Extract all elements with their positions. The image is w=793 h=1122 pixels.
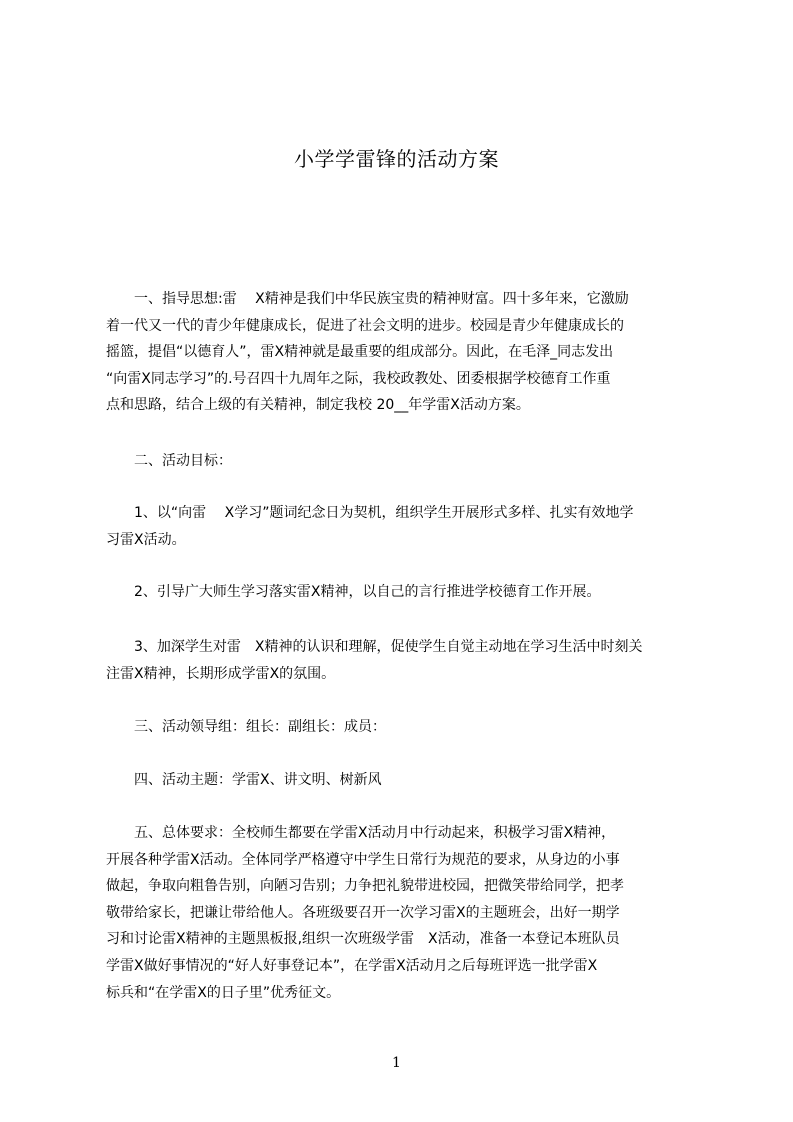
text-line: “向雷X同志学习”的.号召四十九周年之际，我校政教处、团委根据学校德育工作重	[106, 370, 611, 387]
text-line: 着一代又一代的青少年健康成长，促进了社会文明的进步。校园是青少年健康成长的	[106, 317, 624, 334]
heading-activity-goals	[106, 448, 706, 475]
paragraph-goal-3	[106, 634, 706, 687]
document-title: 小学学雷锋的活动方案	[294, 147, 499, 171]
paragraph-general-requirements	[106, 820, 706, 1006]
text-line: 标兵和“在学雷X的日子里”优秀征文。	[106, 984, 341, 1001]
paragraph-guiding-thought	[106, 286, 706, 419]
text-line: 五、总体要求：全校师生都要在学雷X活动月中行动起来，积极学习雷X精神，	[106, 825, 616, 841]
text-line: 开展各种学雷X活动。全体同学严格遵守中学生日常行为规范的要求，从身边的小事	[106, 851, 620, 868]
text-line: 注雷X精神，长期形成学雷X的氛围。	[106, 665, 336, 682]
text-line: 2、引导广大师生学习落实雷X精神，以自己的言行推进学校德育工作开展。	[106, 584, 601, 600]
paragraph-goal-2	[106, 579, 706, 606]
heading-leadership-group	[106, 714, 706, 741]
text-line: 习和讨论雷X精神的主题黑板报,组织一次班级学雷 X活动，准备一本登记本班队员	[106, 931, 620, 948]
text-line: 三、活动领导组：组长：副组长：成员：	[106, 719, 386, 735]
text-line: 点和思路，结合上级的有关精神，制定我校 20__年学雷X活动方案。	[106, 397, 530, 414]
text-line: 1、以“向雷 X学习”题词纪念日为契机，组织学生开展形式多样、扎实有效地学	[106, 505, 634, 521]
text-line: 敬带给家长，把谦让带给他人。各班级要召开一次学习雷X的主题班会，出好一期学	[106, 904, 620, 921]
text-line: 二、活动目标：	[106, 453, 232, 469]
text-line: 学雷X做好事情况的“好人好事登记本”，在学雷X活动月之后每班评选一批学雷X	[106, 957, 598, 974]
paragraph-goal-1	[106, 500, 706, 553]
page-number: 1	[392, 1055, 401, 1071]
text-line: 一、指导思想:雷 X精神是我们中华民族宝贵的精神财富。四十多年来，它激励	[106, 291, 629, 307]
text-line: 做起，争取向粗鲁告别，向陋习告别；力争把礼貌带进校园，把微笑带给同学，把孝	[106, 878, 624, 895]
text-line: 3、加深学生对雷 X精神的认识和理解，促使学生自觉主动地在学习生活中时刻关	[106, 639, 643, 655]
text-line: 摇篮，提倡“以德育人”，雷X精神就是最重要的组成部分。因此，在毛泽_同志发出	[106, 344, 614, 361]
heading-activity-theme	[106, 767, 706, 794]
text-line: 四、活动主题：学雷X、讲文明、树新风	[106, 772, 382, 788]
text-line: 习雷X活动。	[106, 531, 186, 548]
